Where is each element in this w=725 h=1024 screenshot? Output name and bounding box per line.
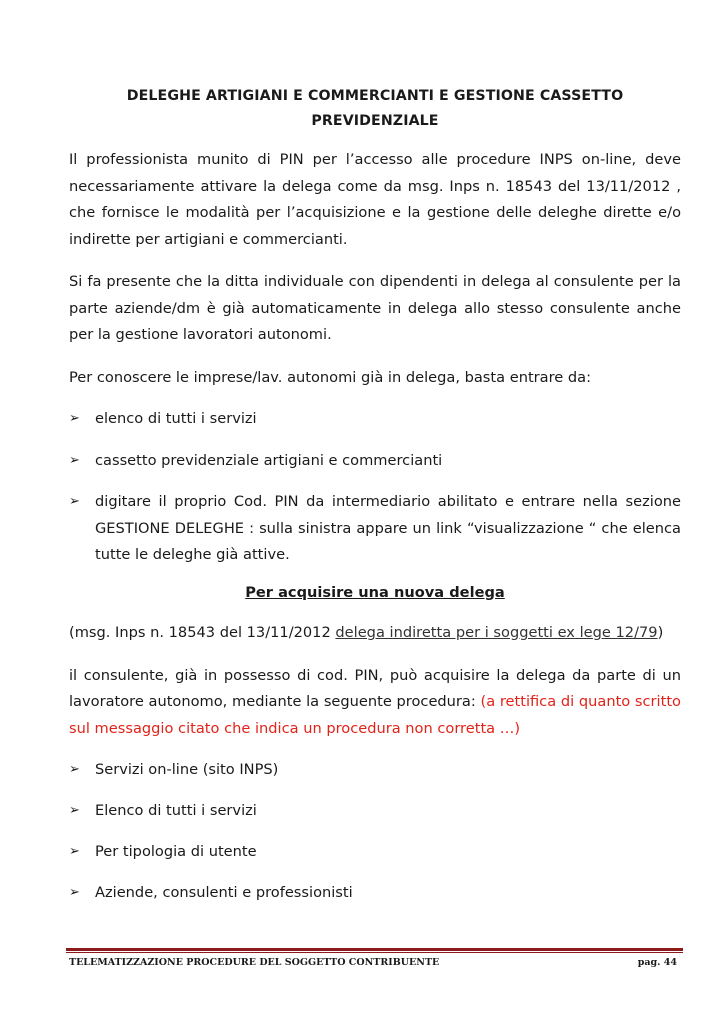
document-title bbox=[69, 84, 681, 134]
list-item-text: elenco di tutti i servizi bbox=[95, 410, 257, 427]
msg-link[interactable]: delega indiretta per i soggetti ex lege 12/79 bbox=[335, 624, 658, 641]
list-item-text: Servizi on-line (sito INPS) bbox=[95, 761, 279, 778]
paragraph-conoscere: Per conoscere le imprese/lav. autonomi già in delega, basta entrare da: bbox=[69, 368, 592, 386]
list-item-text: Aziende, consulenti e professionisti bbox=[95, 884, 353, 901]
footer-rule-thick bbox=[66, 948, 683, 951]
list-item bbox=[69, 448, 681, 475]
paragraph-consulente-text: il consulente, già in possesso di cod. PIN, può acquisire la delega da parte di un lavoratore autonomo, mediante la seguente procedura: bbox=[69, 666, 681, 710]
paragraph-intro: Il professionista munito di PIN per l’accesso alle procedure INPS on-line, deve necessariamente attivare la delega come da msg. Inps n. 18543 del 13/11/2012 , che fornisce le modalità per l’acquisizione e la gestione delle deleghe dirette e/o indirette per artigiani e commercianti. bbox=[69, 151, 681, 248]
footer-title: TELEMATIZZAZIONE PROCEDURE DEL SOGGETTO CONTRIBUENTE bbox=[69, 957, 440, 968]
paragraph-ditta: Si fa presente che la ditta individuale con dipendenti in delega al consulente per la parte aziende/dm è già automaticamente in delega allo stesso consulente anche per la gestione lavoratori autonomi. bbox=[69, 273, 681, 343]
list-item bbox=[69, 406, 681, 433]
arrow-right-icon: ➢ bbox=[69, 762, 80, 777]
title-line-1: DELEGHE ARTIGIANI E COMMERCIANTI E GESTIONE CASSETTO bbox=[126, 88, 624, 104]
arrow-right-icon: ➢ bbox=[69, 452, 80, 468]
list-item bbox=[69, 757, 681, 784]
bullet-list-procedure bbox=[69, 757, 681, 907]
paragraph-consulente bbox=[69, 663, 681, 743]
document-page bbox=[69, 84, 681, 921]
list-item-text: Elenco di tutti i servizi bbox=[95, 802, 257, 819]
bullet-list-access bbox=[69, 406, 681, 569]
arrow-right-icon: ➢ bbox=[69, 411, 80, 426]
list-item-text: cassetto previdenziale artigiani e commercianti bbox=[95, 451, 443, 469]
section-subheading: Per acquisire una nuova delega bbox=[245, 583, 505, 601]
list-item bbox=[69, 798, 681, 825]
correction-note: (a rettifica di quanto scritto sul messaggio citato che indica un procedura non corretta …) bbox=[69, 693, 681, 737]
arrow-right-icon: ➢ bbox=[69, 803, 80, 818]
arrow-right-icon: ➢ bbox=[69, 494, 80, 509]
page-number: pag. 44 bbox=[637, 957, 677, 968]
paragraph-msg bbox=[69, 620, 681, 647]
msg-prefix: (msg. Inps n. 18543 del 13/11/2012 bbox=[69, 624, 336, 641]
list-item bbox=[69, 880, 681, 907]
arrow-right-icon: ➢ bbox=[69, 885, 80, 900]
list-item bbox=[69, 839, 681, 866]
list-item bbox=[69, 489, 681, 569]
msg-suffix: ) bbox=[657, 624, 664, 641]
title-line-2: PREVIDENZIALE bbox=[311, 113, 439, 129]
footer-rule-thin bbox=[66, 952, 683, 953]
list-item-text: digitare il proprio Cod. PIN da intermediario abilitato e entrare nella sezione GESTIONE DELEGHE : sulla sinistra appare un link “visualizzazione “ che elenca tutte le deleghe già attive. bbox=[95, 493, 681, 563]
list-item-text: Per tipologia di utente bbox=[95, 843, 257, 860]
arrow-right-icon: ➢ bbox=[69, 844, 80, 859]
